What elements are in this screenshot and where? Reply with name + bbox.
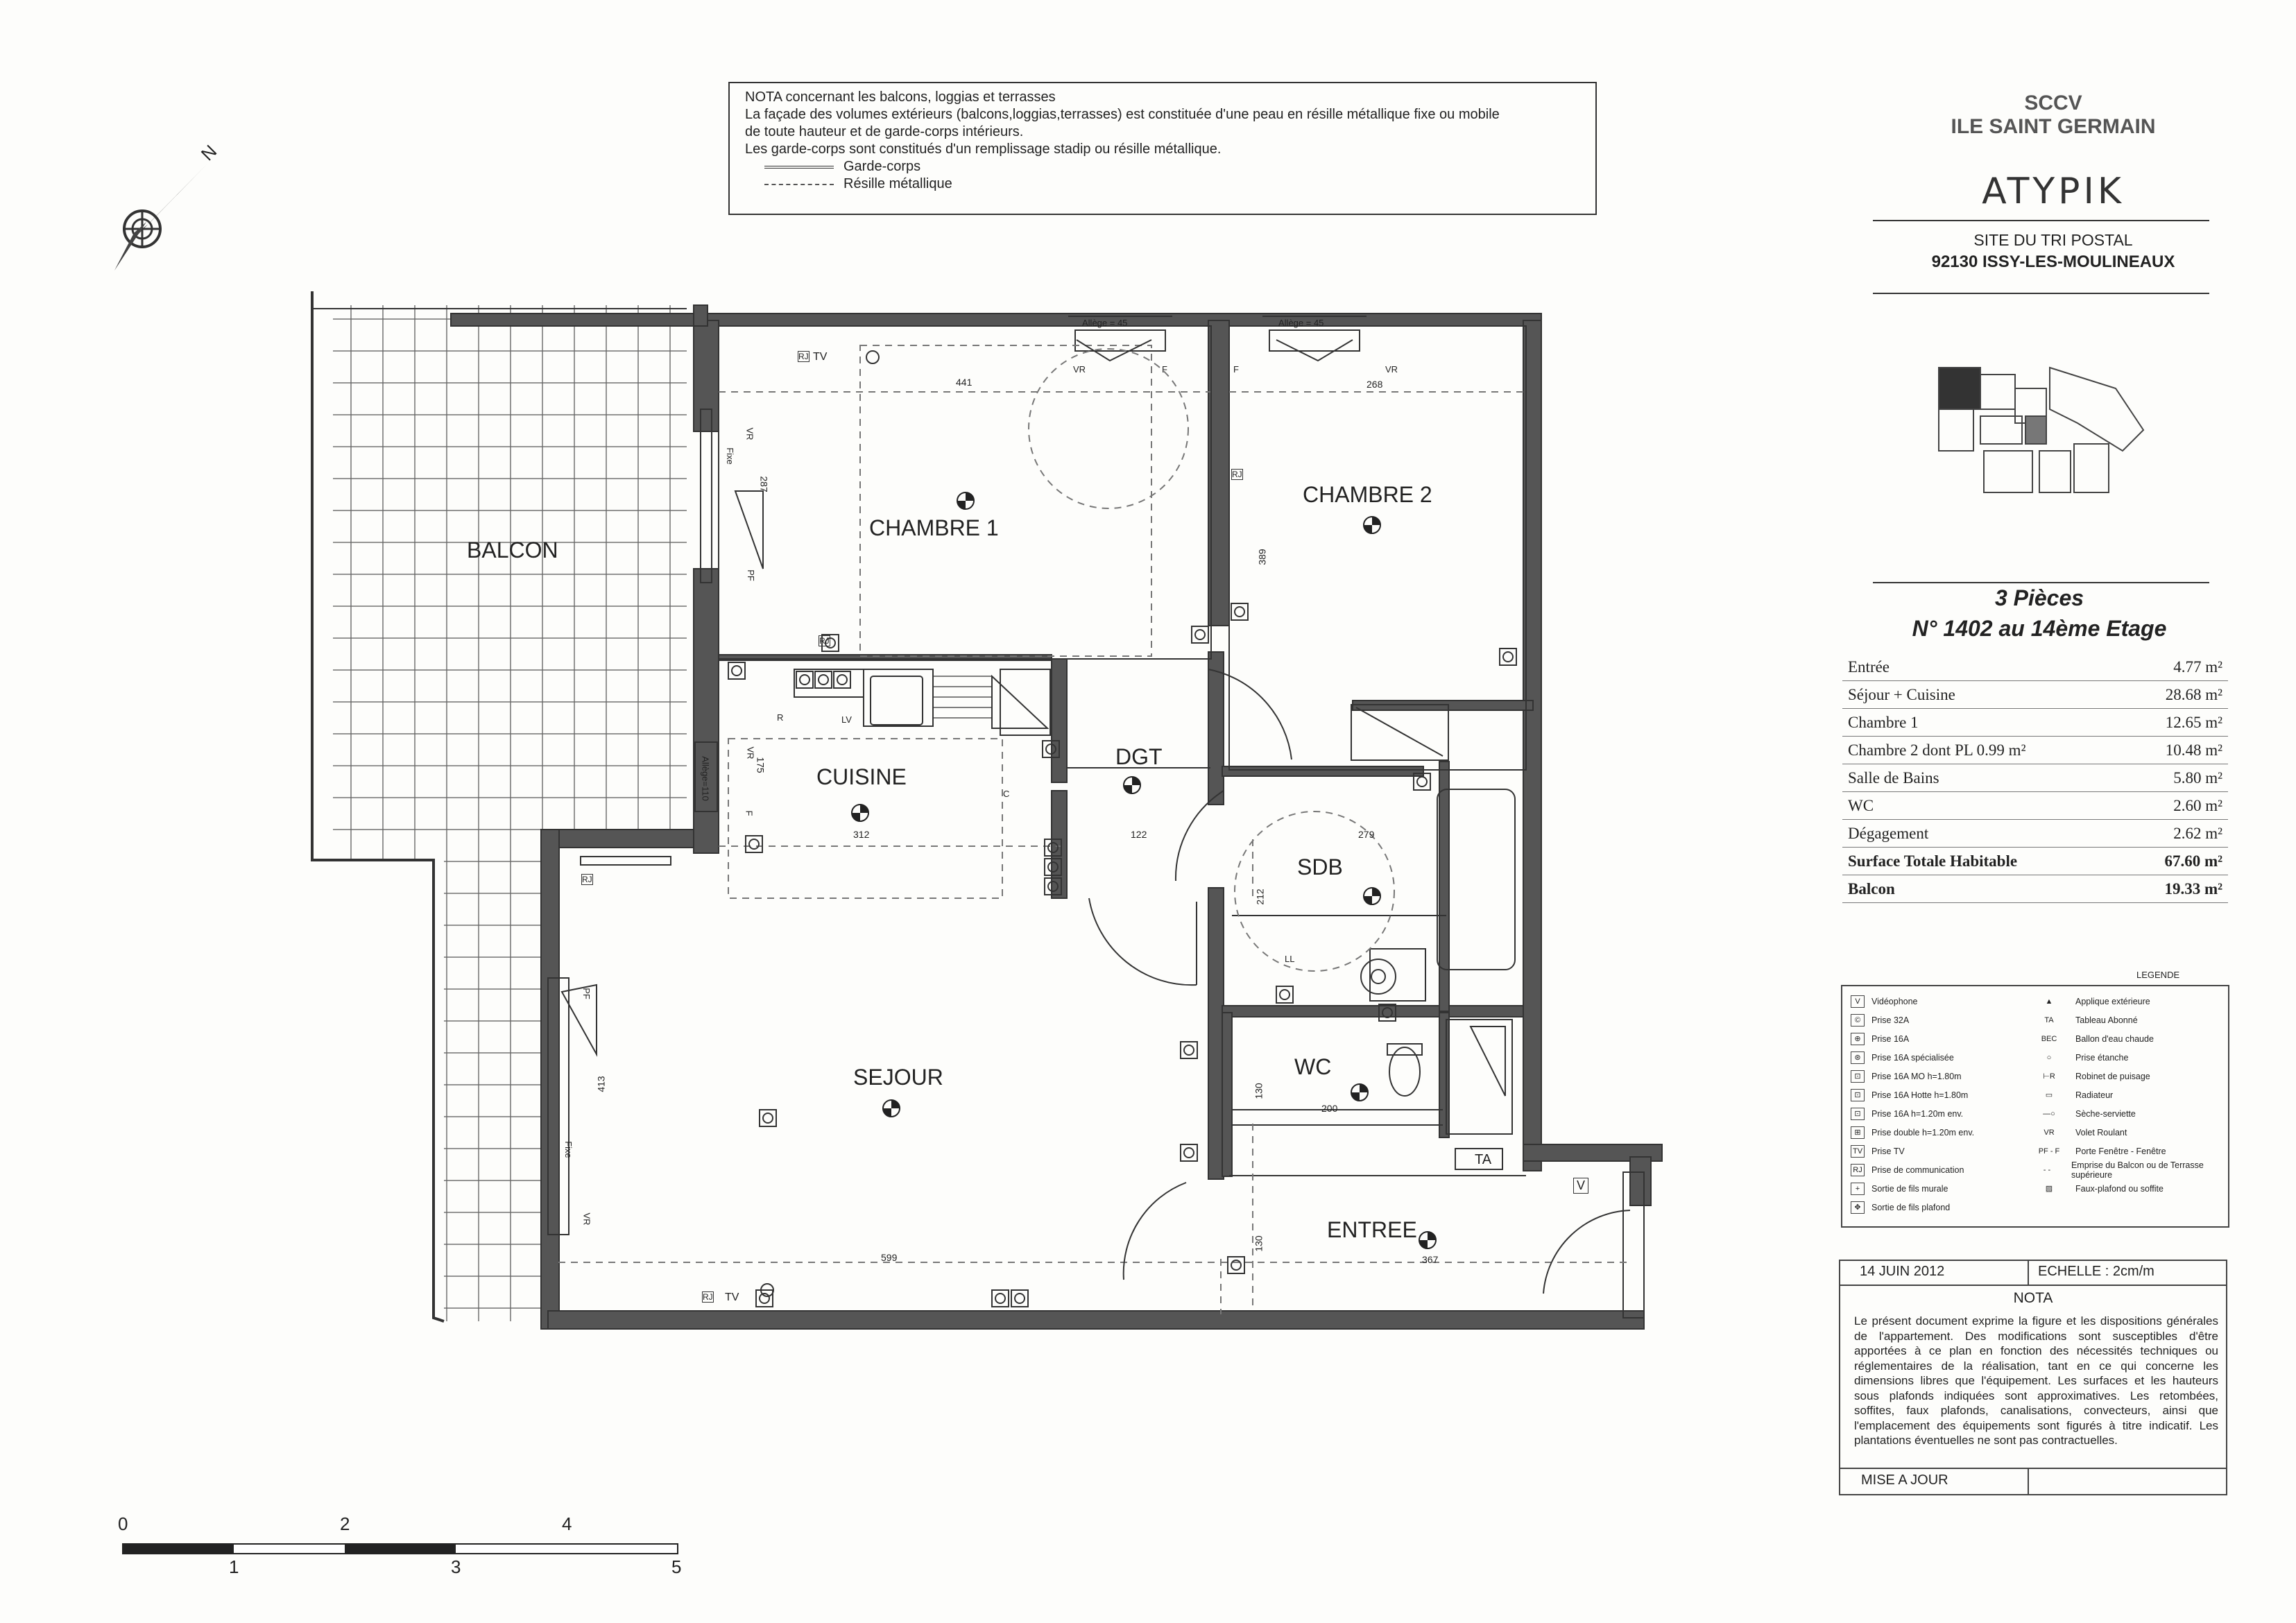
legend-item — [2030, 1029, 2228, 1048]
legend-label: Sortie de fils plafond — [1871, 1202, 1951, 1212]
room-label-balcon: BALCON — [467, 538, 558, 563]
info-box — [1839, 1260, 2227, 1495]
plan-date: 14 JUIN 2012 — [1860, 1264, 1945, 1279]
balcony-note-line: Les garde-corps sont constitués d'un remplissage stadip ou résille métallique. — [745, 141, 1222, 157]
legend-symbol-icon: ⊕ — [1851, 1033, 1865, 1045]
legend-item — [1851, 1123, 1974, 1142]
fridge-label: R — [777, 712, 784, 723]
area-label: WC — [1848, 797, 1874, 814]
legend-guardrail: Garde-corps — [764, 158, 1580, 175]
legend-label: Prise 16A MO h=1.80m — [1871, 1071, 1962, 1081]
apartment-type: 3 Pièces — [1994, 585, 2084, 610]
scale-tick-label: 2 — [340, 1513, 350, 1534]
legend-label: Sèche-serviette — [2075, 1108, 2136, 1119]
legend-item — [2030, 1011, 2228, 1029]
legend-item — [2030, 1123, 2228, 1142]
tv-outlet-label: TV — [725, 1291, 739, 1303]
legend-symbol-icon: RJ — [1851, 1164, 1865, 1176]
shutter-label: VR — [581, 1212, 592, 1226]
area-value: 2.60 m² — [2173, 797, 2222, 814]
legend-label: Prise TV — [1871, 1146, 1905, 1156]
area-label: Chambre 1 — [1848, 714, 1919, 731]
panel-label: TA — [1475, 1152, 1492, 1167]
legend-symbol-icon: ○ — [2046, 1053, 2052, 1062]
room-label-sdb: SDB — [1297, 855, 1343, 879]
legend-symbol-icon: - - — [2043, 1165, 2051, 1174]
dimension-label: 367 — [1422, 1254, 1439, 1265]
legend-item — [1851, 1142, 1974, 1160]
legend-label: Sortie de fils murale — [1871, 1183, 1948, 1194]
company-name: SCCV ILE SAINT GERMAIN — [1951, 92, 2156, 138]
balcony-note-title: NOTA concernant les balcons, loggias et terrasses — [745, 89, 1056, 105]
cooker-label: C — [1003, 789, 1010, 799]
nota-title: NOTA — [2013, 1290, 2053, 1306]
area-row — [1842, 709, 2228, 737]
legend-symbol-icon: ⊡ — [1851, 1089, 1865, 1101]
legend-label: Prise étanche — [2075, 1052, 2129, 1063]
washer-label: LL — [1285, 954, 1295, 964]
shutter-label: VR — [1073, 364, 1086, 375]
area-value: 19.33 m² — [2164, 880, 2222, 898]
legend-symbol-icon: ▭ — [2045, 1091, 2053, 1099]
area-row — [1842, 820, 2228, 848]
communication-outlet-label: RJ — [703, 1292, 713, 1302]
legend-symbol-icon: + — [1851, 1183, 1865, 1195]
legend-item — [2030, 1085, 2228, 1104]
scale-tick-label: 4 — [562, 1513, 572, 1534]
dimension-label: 122 — [1131, 829, 1147, 840]
legend-item — [2030, 1179, 2228, 1198]
legend-label: Radiateur — [2075, 1090, 2114, 1100]
area-row — [1842, 653, 2228, 681]
legend-symbol-icon: ⊡ — [1851, 1070, 1865, 1083]
communication-outlet-label: RJ — [582, 875, 592, 884]
legend-item — [1851, 1085, 1974, 1104]
dimension-label: 312 — [853, 829, 870, 840]
area-value: 5.80 m² — [2173, 769, 2222, 787]
update-label: MISE A JOUR — [1861, 1472, 1948, 1488]
legend-label: Prise 16A spécialisée — [1871, 1052, 1954, 1063]
site-address: 92130 ISSY-LES-MOULINEAUX — [1931, 252, 2175, 271]
legend-symbol-icon: ⊡ — [1851, 1108, 1865, 1120]
fixed-window-label: Fixe — [563, 1141, 574, 1158]
legend-right-column — [2030, 992, 2228, 1198]
legend-label: Emprise du Balcon ou de Terrasse supérieure — [2071, 1160, 2204, 1180]
legend-label: Porte Fenêtre - Fenêtre — [2075, 1146, 2166, 1156]
room-label-chambre2: CHAMBRE 2 — [1303, 482, 1432, 507]
legend-item — [1851, 1179, 1974, 1198]
legend-label: Vidéophone — [1871, 996, 1918, 1006]
legend-mesh: Résille métallique — [764, 175, 1580, 193]
area-label: Entrée — [1848, 658, 1890, 676]
kitchen-fixtures — [794, 669, 1422, 1096]
legend-item — [2030, 1048, 2228, 1067]
scale-tick-label: 1 — [229, 1556, 239, 1577]
legend-symbol-icon: PF - F — [2038, 1147, 2060, 1156]
area-row — [1842, 764, 2228, 792]
dimension-label: 441 — [956, 377, 973, 388]
communication-outlet-label: RJ — [1232, 470, 1242, 479]
area-value: 10.48 m² — [2165, 741, 2222, 759]
brand-logo: ATYPIK — [1982, 171, 2125, 212]
north-label: N — [196, 140, 221, 165]
area-table — [1842, 653, 2228, 903]
legend-label: Prise 16A h=1.20m env. — [1871, 1108, 1964, 1119]
dimension-label: 130 — [1253, 1083, 1265, 1099]
legend-symbol-icon: ▲ — [2045, 997, 2053, 1006]
dimension-label: 175 — [755, 757, 766, 773]
legend-item — [1851, 1104, 1974, 1123]
window-label: F — [744, 810, 755, 816]
plan-scale: ECHELLE : 2cm/m — [2038, 1264, 2154, 1279]
legend-symbol-icon: ⊛ — [1851, 1051, 1865, 1064]
sill-height-label: Allège = 45 — [1278, 318, 1324, 328]
area-label: Séjour + Cuisine — [1848, 686, 1955, 703]
area-label: Dégagement — [1848, 825, 1929, 842]
legend-item — [1851, 1029, 1974, 1048]
window-label: F — [1233, 364, 1239, 375]
guardrail-line-icon — [764, 166, 834, 169]
balcony-floor — [312, 291, 687, 1321]
legend-label: Robinet de puisage — [2075, 1071, 2150, 1081]
shutter-label: VR — [744, 427, 755, 440]
dimension-label: 287 — [758, 476, 770, 492]
area-label: Balcon — [1848, 880, 1895, 898]
area-label: Surface Totale Habitable — [1848, 852, 2018, 870]
legend-symbol-icon: © — [1851, 1014, 1865, 1027]
shutter-label: VR — [745, 746, 756, 759]
dimension-label: 268 — [1367, 379, 1383, 390]
legend-item — [1851, 992, 1974, 1011]
legend-symbol-icon: TA — [2044, 1015, 2054, 1024]
area-row — [1842, 875, 2228, 903]
site-name: SITE DU TRI POSTAL — [1973, 231, 2133, 249]
scale-tick-label: 5 — [671, 1556, 682, 1577]
dimension-label: 389 — [1256, 549, 1268, 565]
dimension-label: 212 — [1254, 888, 1266, 905]
legend-item — [1851, 1067, 1974, 1085]
window-label: F — [1162, 364, 1167, 375]
area-row — [1842, 848, 2228, 875]
balcony-note-line: La façade des volumes extérieurs (balcons,loggias,terrasses) est constituée d'une peau en résille métallique fixe ou mobile — [745, 107, 1500, 122]
area-value: 12.65 m² — [2165, 714, 2222, 731]
videophone-label: V — [1573, 1178, 1588, 1194]
french-door-label: PF — [745, 569, 756, 581]
legend-label: Prise 16A Hotte h=1.80m — [1871, 1090, 1969, 1100]
area-row — [1842, 737, 2228, 764]
room-label-dgt: DGT — [1115, 744, 1163, 769]
legend-item — [2030, 992, 2228, 1011]
legend-label: Prise 32A — [1871, 1015, 1910, 1025]
communication-outlet-label: RJ — [798, 352, 809, 361]
legend-label: Faux-plafond ou soffite — [2075, 1183, 2164, 1194]
key-plan-thumbnail — [1939, 368, 2143, 492]
door-swings — [562, 340, 1630, 1294]
legend-symbol-icon: —○ — [2043, 1109, 2055, 1118]
scale-tick-label: 0 — [118, 1513, 128, 1534]
area-label: Salle de Bains — [1848, 769, 1939, 787]
sill-height-label: Allège=110 — [700, 756, 711, 801]
legend-symbol-icon: ▨ — [2045, 1185, 2053, 1193]
legend-label: Prise 16A — [1871, 1033, 1910, 1044]
legend-label: Volet Roulant — [2075, 1127, 2127, 1137]
area-value: 4.77 m² — [2173, 658, 2222, 676]
dimension-label: 279 — [1358, 829, 1375, 840]
legend-symbol-icon: VR — [2044, 1128, 2055, 1137]
balcony-note-line: de toute hauteur et de garde-corps intérieurs. — [745, 124, 1024, 139]
dimension-label: 599 — [881, 1252, 898, 1263]
communication-outlet-label: RJ — [819, 636, 830, 646]
legend-symbol-icon: BEC — [2041, 1034, 2057, 1043]
legend-item — [1851, 1160, 1974, 1179]
legend-label: Applique extérieure — [2075, 996, 2150, 1006]
legend-symbol-icon: V — [1851, 995, 1865, 1008]
legend-item — [1851, 1048, 1974, 1067]
ceiling-light-symbols — [852, 492, 1436, 1248]
french-door-label: PF — [581, 988, 592, 999]
graphic-scale-bar — [123, 1544, 678, 1554]
room-label-wc: WC — [1294, 1054, 1332, 1079]
legend-label: Prise double h=1.20m env. — [1871, 1127, 1975, 1137]
legend-title: LEGENDE — [2136, 970, 2180, 980]
dimension-label: 200 — [1321, 1103, 1338, 1114]
area-value: 67.60 m² — [2164, 852, 2222, 870]
legend-symbol-icon: ⊞ — [1851, 1126, 1865, 1139]
legend-item — [2030, 1160, 2228, 1179]
dimension-label: 413 — [595, 1076, 607, 1092]
legend-symbol-icon: TV — [1851, 1145, 1865, 1158]
north-arrow — [114, 163, 208, 270]
area-value: 28.68 m² — [2165, 686, 2222, 703]
legend-left-column — [1851, 992, 1974, 1217]
shutter-label: VR — [1385, 364, 1398, 375]
title-rules — [1873, 221, 2209, 583]
legend-label: Tableau Abonné — [2075, 1015, 2138, 1025]
room-label-entree: ENTREE — [1327, 1217, 1417, 1242]
room-label-cuisine: CUISINE — [816, 764, 907, 789]
area-value: 2.62 m² — [2173, 825, 2222, 842]
room-label-chambre1: CHAMBRE 1 — [869, 515, 999, 540]
sill-height-label: Allège = 45 — [1082, 318, 1128, 328]
area-row — [1842, 681, 2228, 709]
scale-tick-label: 3 — [451, 1556, 461, 1577]
legend-box — [1841, 985, 2229, 1228]
mesh-line-icon — [764, 184, 834, 185]
legend-item — [1851, 1198, 1974, 1217]
legend-symbol-icon: ⊢R — [2043, 1072, 2055, 1081]
dishwasher-label: LV — [841, 714, 852, 725]
dimension-label: 130 — [1253, 1235, 1265, 1252]
legend-label: Prise de communication — [1871, 1165, 1964, 1175]
balcony-note-box — [728, 82, 1597, 215]
legend-label: Ballon d'eau chaude — [2075, 1033, 2154, 1044]
nota-text: Le présent document exprime la figure et les dispositions générales de l'appartement. Des modifications sont susceptibles d'être apportées à ce plan en fonction des nécessités techniques ou réglementaires de la réalisation, tant en ce qui concerne les dimensions libres que l'équipement. Les surfaces et les hauteurs sous plafonds indiquées sont approximatives. Les retombées, soffites, faux plafonds, canalisations, convecteurs, ainsi que l'emplacement des équipements sont figurés à titre indicatif. Les plantations éventuelles ne sont pas contractuelles. — [1854, 1314, 2218, 1447]
legend-item — [2030, 1067, 2228, 1085]
legend-symbol-icon: ✥ — [1851, 1201, 1865, 1214]
legend-item — [1851, 1011, 1974, 1029]
tv-outlet-label: TV — [813, 351, 828, 363]
area-row — [1842, 792, 2228, 820]
legend-item — [2030, 1104, 2228, 1123]
room-label-sejour: SEJOUR — [853, 1065, 943, 1090]
fixed-window-label: Fixe — [724, 447, 735, 465]
legend-item — [2030, 1142, 2228, 1160]
area-label: Chambre 2 dont PL 0.99 m² — [1848, 741, 2026, 759]
apartment-number-floor: N° 1402 au 14ème Etage — [1912, 616, 2167, 641]
